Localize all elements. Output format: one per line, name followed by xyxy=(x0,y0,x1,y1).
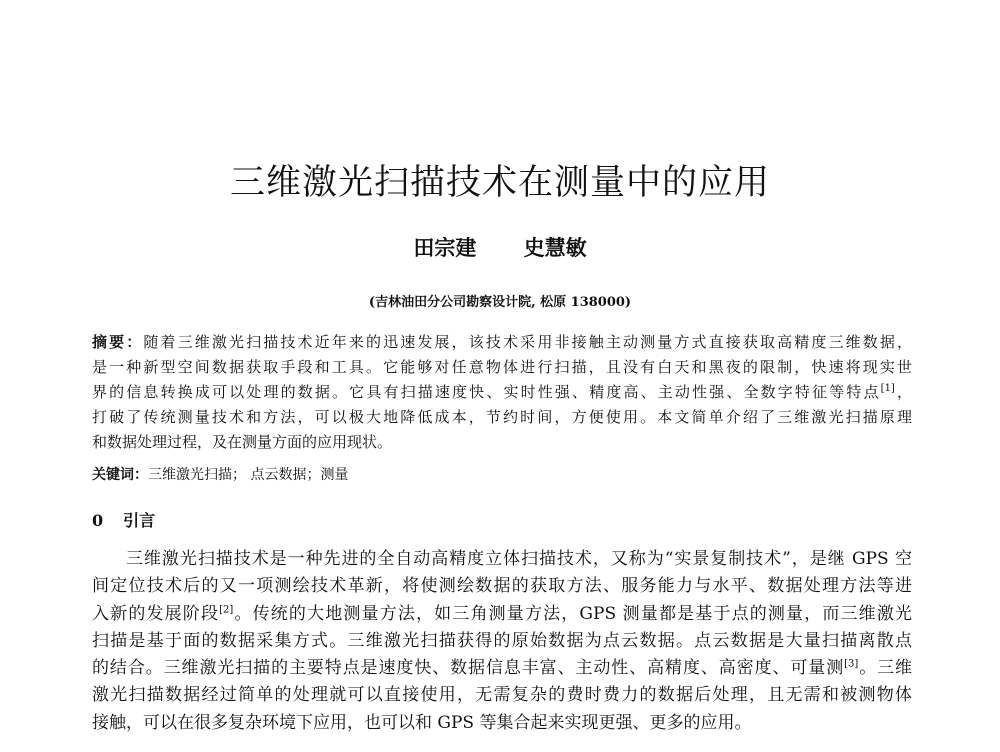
section-number: 0 xyxy=(92,511,104,530)
body-line: 激光扫描数据经过简单的处理就可以直接使用，无需复杂的费时费力的数据后处理，且无需和被测物体 xyxy=(92,685,912,706)
abstract xyxy=(92,330,912,455)
keywords-label: 关键词： xyxy=(92,467,148,483)
body-line: 三维激光扫描技术是一种先进的全自动高精度立体扫描技术，又称为“实景复制技术”，是继 GPS 空 xyxy=(126,549,912,569)
keywords xyxy=(92,464,348,484)
abstract-label: 摘要： xyxy=(92,333,144,351)
body-line: 接触，可以在很多复杂环境下应用，也可以和 GPS 等集合起来实现更强、更多的应用。 xyxy=(92,712,752,733)
author: 田宗建 xyxy=(413,235,477,260)
abstract-line: 摘要：随着三维激光扫描技术近年来的迅速发展，该技术采用非接触主动测量方式直接获取高精度三维数据， xyxy=(92,333,912,351)
citation: [1] xyxy=(880,383,895,394)
abstract-line: 界的信息转换成可以处理的数据。它具有扫描速度快、实时性强、精度高、主动性强、全数字特征等特点[1]， xyxy=(92,383,912,401)
body-line: 间定位技术后的又一项测绘技术革新，将使测绘数据的获取方法、服务能力与水平、数据处理方法等进 xyxy=(92,576,912,597)
body-paragraph xyxy=(92,546,912,737)
body-line: 扫描是基于面的数据采集方式。三维激光扫描获得的原始数据为点云数据。点云数据是大量扫描离散点 xyxy=(92,630,912,651)
affiliation: (吉林油田分公司勘察设计院, 松原 138000) xyxy=(368,295,632,310)
citation: [3] xyxy=(844,658,859,670)
paper-title: 三维激光扫描技术在测量中的应用 xyxy=(229,163,770,203)
section-title: 引言 xyxy=(123,511,156,530)
body-line: 的结合。三维激光扫描的主要特点是速度快、数据信息丰富、主动性、高精度、高密度、可量测[3]。三维 xyxy=(92,658,913,679)
author: 史慧敏 xyxy=(523,235,587,260)
abstract-line: 是一种新型空间数据获取手段和工具。它能够对任意物体进行扫描，且没有白天和黑夜的限制，快速将现实世 xyxy=(92,358,912,376)
abstract-line: 和数据处理过程，及在测量方面的应用现状。 xyxy=(92,433,393,451)
section-heading xyxy=(92,508,155,531)
body-line: 入新的发展阶段[2]。传统的大地测量方法，如三角测量方法，GPS 测量都是基于点的测量，而三维激光 xyxy=(92,603,912,624)
authors xyxy=(0,232,1000,262)
citation: [2] xyxy=(219,603,234,615)
keywords-text: 三维激光扫描； 点云数据；测量 xyxy=(148,467,349,483)
abstract-line: 打破了传统测量技术和方法，可以极大地降低成本，节约时间，方便使用。本文简单介绍了三维激光扫描原理 xyxy=(92,408,912,426)
